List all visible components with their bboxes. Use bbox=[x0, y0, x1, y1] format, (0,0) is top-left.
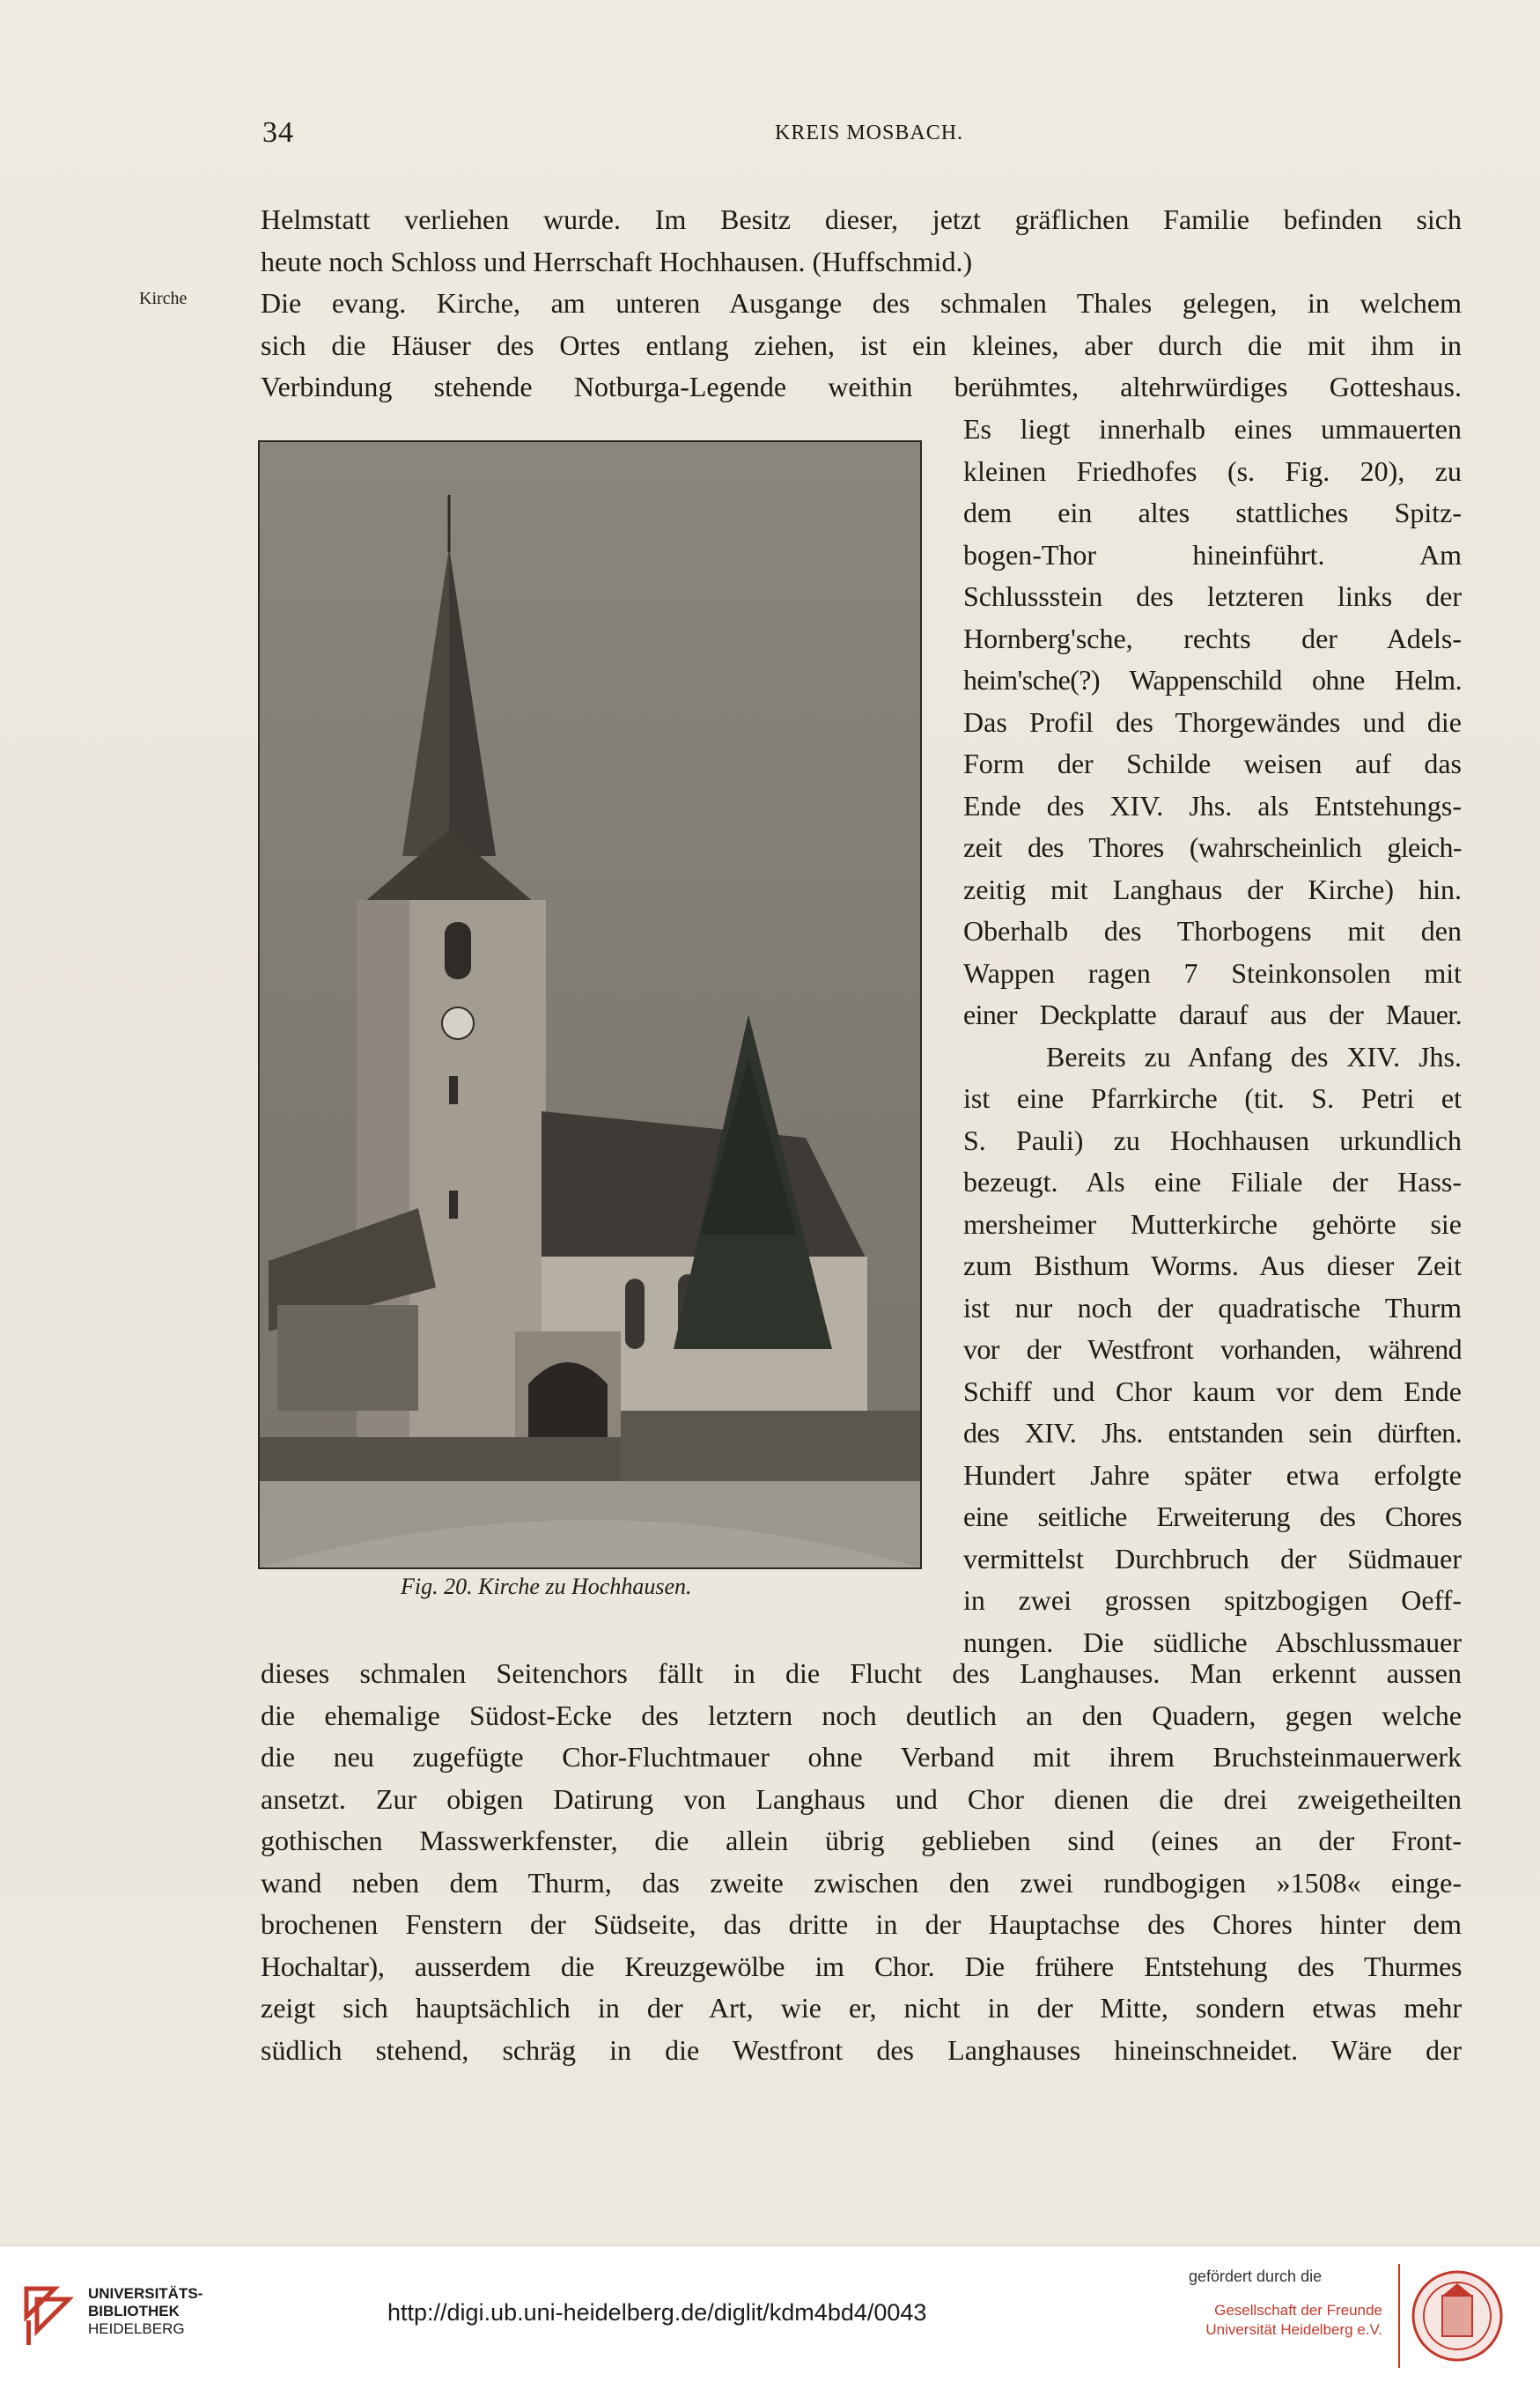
text-line: Helmstatt verliehen wurde. Im Besitz dieser, jetzt gräflichen Familie befinden sich bbox=[261, 203, 1462, 235]
text-line: bezeugt. Als eine Filiale der Hass- bbox=[963, 1166, 1462, 1198]
page-number: 34 bbox=[262, 116, 294, 149]
text-line: einer Deckplatte darauf aus der Mauer. bbox=[963, 999, 1462, 1030]
text-line: sich die Häuser des Ortes entlang ziehen, ist ein kleines, aber durch die mit ihm in bbox=[261, 328, 1462, 361]
text-line: zum Bisthum Worms. Aus dieser Zeit bbox=[963, 1250, 1462, 1281]
text-line: die ehemalige Südost-Ecke des letztern noch deutlich an den Quadern, gegen welche bbox=[261, 1699, 1462, 1731]
text-line: Hochaltar), ausserdem die Kreuzgewölbe im Chor. Die frühere Entstehung des Thurmes bbox=[261, 1950, 1462, 1982]
permalink-url[interactable]: http://digi.ub.uni-heidelberg.de/diglit/kdm4bd4/0043 bbox=[387, 2299, 927, 2326]
text-line: Oberhalb des Thorbogens mit den bbox=[963, 915, 1462, 947]
text-line: gothischen Masswerkfenster, die allein übrig geblieben sind (eines an der Front- bbox=[261, 1825, 1462, 1856]
text-line: Ende des XIV. Jhs. als Entstehungs- bbox=[963, 789, 1462, 822]
page-header bbox=[255, 116, 1462, 151]
church-illustration bbox=[260, 442, 920, 1567]
text-line: Die evang. Kirche, am unteren Ausgange des schmalen Thales gelegen, in welchem bbox=[261, 287, 1462, 319]
sponsor-divider bbox=[1398, 2264, 1400, 2368]
text-line: die neu zugefügte Chor-Fluchtmauer ohne Verband mit ihrem Bruchsteinmauerwerk bbox=[261, 1741, 1462, 1773]
text-line: Form der Schilde weisen auf das bbox=[963, 748, 1462, 779]
library-name-line: UNIVERSITÄTS- bbox=[88, 2285, 203, 2302]
margin-note: Kirche bbox=[139, 289, 188, 308]
text-line: Bereits zu Anfang des XIV. Jhs. bbox=[1046, 1040, 1462, 1073]
text-block-right bbox=[963, 409, 1462, 1663]
sponsor-intro: gefördert durch die bbox=[1189, 2268, 1323, 2285]
text-line: Schiff und Chor kaum vor dem Ende bbox=[963, 1375, 1462, 1407]
text-line: wand neben dem Thurm, das zweite zwischen den zwei rundbogigen »1508« einge- bbox=[261, 1866, 1462, 1899]
text-line: Das Profil des Thorgewändes und die bbox=[963, 705, 1462, 738]
library-name-line: BIBLIOTHEK bbox=[88, 2303, 180, 2319]
university-seal-icon bbox=[1409, 2268, 1506, 2364]
sponsor-name bbox=[1189, 2301, 1382, 2340]
text-line: ist eine Pfarrkirche (tit. S. Petri et bbox=[963, 1082, 1462, 1114]
text-line: Schlussstein des letzteren links der bbox=[963, 580, 1462, 612]
running-title: KREIS MOSBACH. bbox=[775, 122, 964, 144]
text-block-top bbox=[261, 199, 1462, 409]
text-line: zeigt sich hauptsächlich in der Art, wie er, nicht in der Mitte, sondern etwas mehr bbox=[261, 1992, 1462, 2024]
church-photograph bbox=[258, 440, 922, 1569]
text-line: ansetzt. Zur obigen Datirung von Langhaus und Chor dienen die drei zweigetheilten bbox=[261, 1782, 1462, 1815]
text-line: Hornberg'sche, rechts der Adels- bbox=[963, 622, 1462, 654]
text-line: ist nur noch der quadratische Thurm bbox=[963, 1291, 1462, 1324]
text-line: in zwei grossen spitzbogigen Oeff- bbox=[963, 1584, 1462, 1616]
text-line: S. Pauli) zu Hochhausen urkundlich bbox=[963, 1124, 1462, 1156]
library-name bbox=[88, 2285, 203, 2338]
text-line: Hundert Jahre später etwa erfolgte bbox=[963, 1458, 1462, 1491]
text-line: Es liegt innerhalb eines ummauerten bbox=[963, 413, 1462, 445]
text-line: südlich stehend, schräg in die Westfront des Langhauses hineinschneidet. Wäre der bbox=[261, 2033, 1462, 2066]
text-line: Wappen ragen 7 Steinkonsolen mit bbox=[963, 956, 1462, 989]
text-line: zeit des Thores (wahrscheinlich gleich- bbox=[963, 831, 1462, 863]
sponsor-line: Gesellschaft der Freunde bbox=[1214, 2302, 1382, 2319]
text-line: vor der Westfront vorhanden, während bbox=[963, 1333, 1462, 1365]
library-name-line: HEIDELBERG bbox=[88, 2320, 185, 2337]
text-line: nungen. Die südliche Abschlussmauer bbox=[963, 1626, 1462, 1658]
text-line: heim'sche(?) Wappenschild ohne Helm. bbox=[963, 664, 1462, 696]
text-line: dem ein altes stattliches Spitz- bbox=[963, 497, 1462, 528]
text-line: vermittelst Durchbruch der Südmauer bbox=[963, 1542, 1462, 1574]
text-line: mersheimer Mutterkirche gehörte sie bbox=[963, 1207, 1462, 1240]
text-line: des XIV. Jhs. entstanden sein dürften. bbox=[963, 1417, 1462, 1449]
text-line: zeitig mit Langhaus der Kirche) hin. bbox=[963, 873, 1462, 905]
text-line: dieses schmalen Seitenchors fällt in die Flucht des Langhauses. Man erkennt aussen bbox=[261, 1657, 1462, 1689]
digitization-footer bbox=[0, 2246, 1540, 2382]
text-line: Verbindung stehende Notburga-Legende weithin berühmtes, altehrwürdiges Gotteshaus. bbox=[261, 371, 1462, 402]
text-block-bottom bbox=[261, 1653, 1462, 2071]
text-line: bogen-Thor hineinführt. Am bbox=[963, 538, 1462, 571]
sponsor-line: Universität Heidelberg e.V. bbox=[1205, 2321, 1382, 2338]
text-line: eine seitliche Erweiterung des Chores bbox=[963, 1501, 1462, 1532]
text-line: heute noch Schloss und Herrschaft Hochhausen. (Huffschmid.) bbox=[261, 245, 973, 277]
figure-caption: Fig. 20. Kirche zu Hochhausen. bbox=[401, 1574, 692, 1599]
university-library-logo-icon bbox=[19, 2282, 77, 2349]
text-line: kleinen Friedhofes (s. Fig. 20), zu bbox=[963, 454, 1462, 487]
text-line: brochenen Fenstern der Südseite, das dritte in der Hauptachse des Chores hinter dem bbox=[261, 1908, 1462, 1940]
